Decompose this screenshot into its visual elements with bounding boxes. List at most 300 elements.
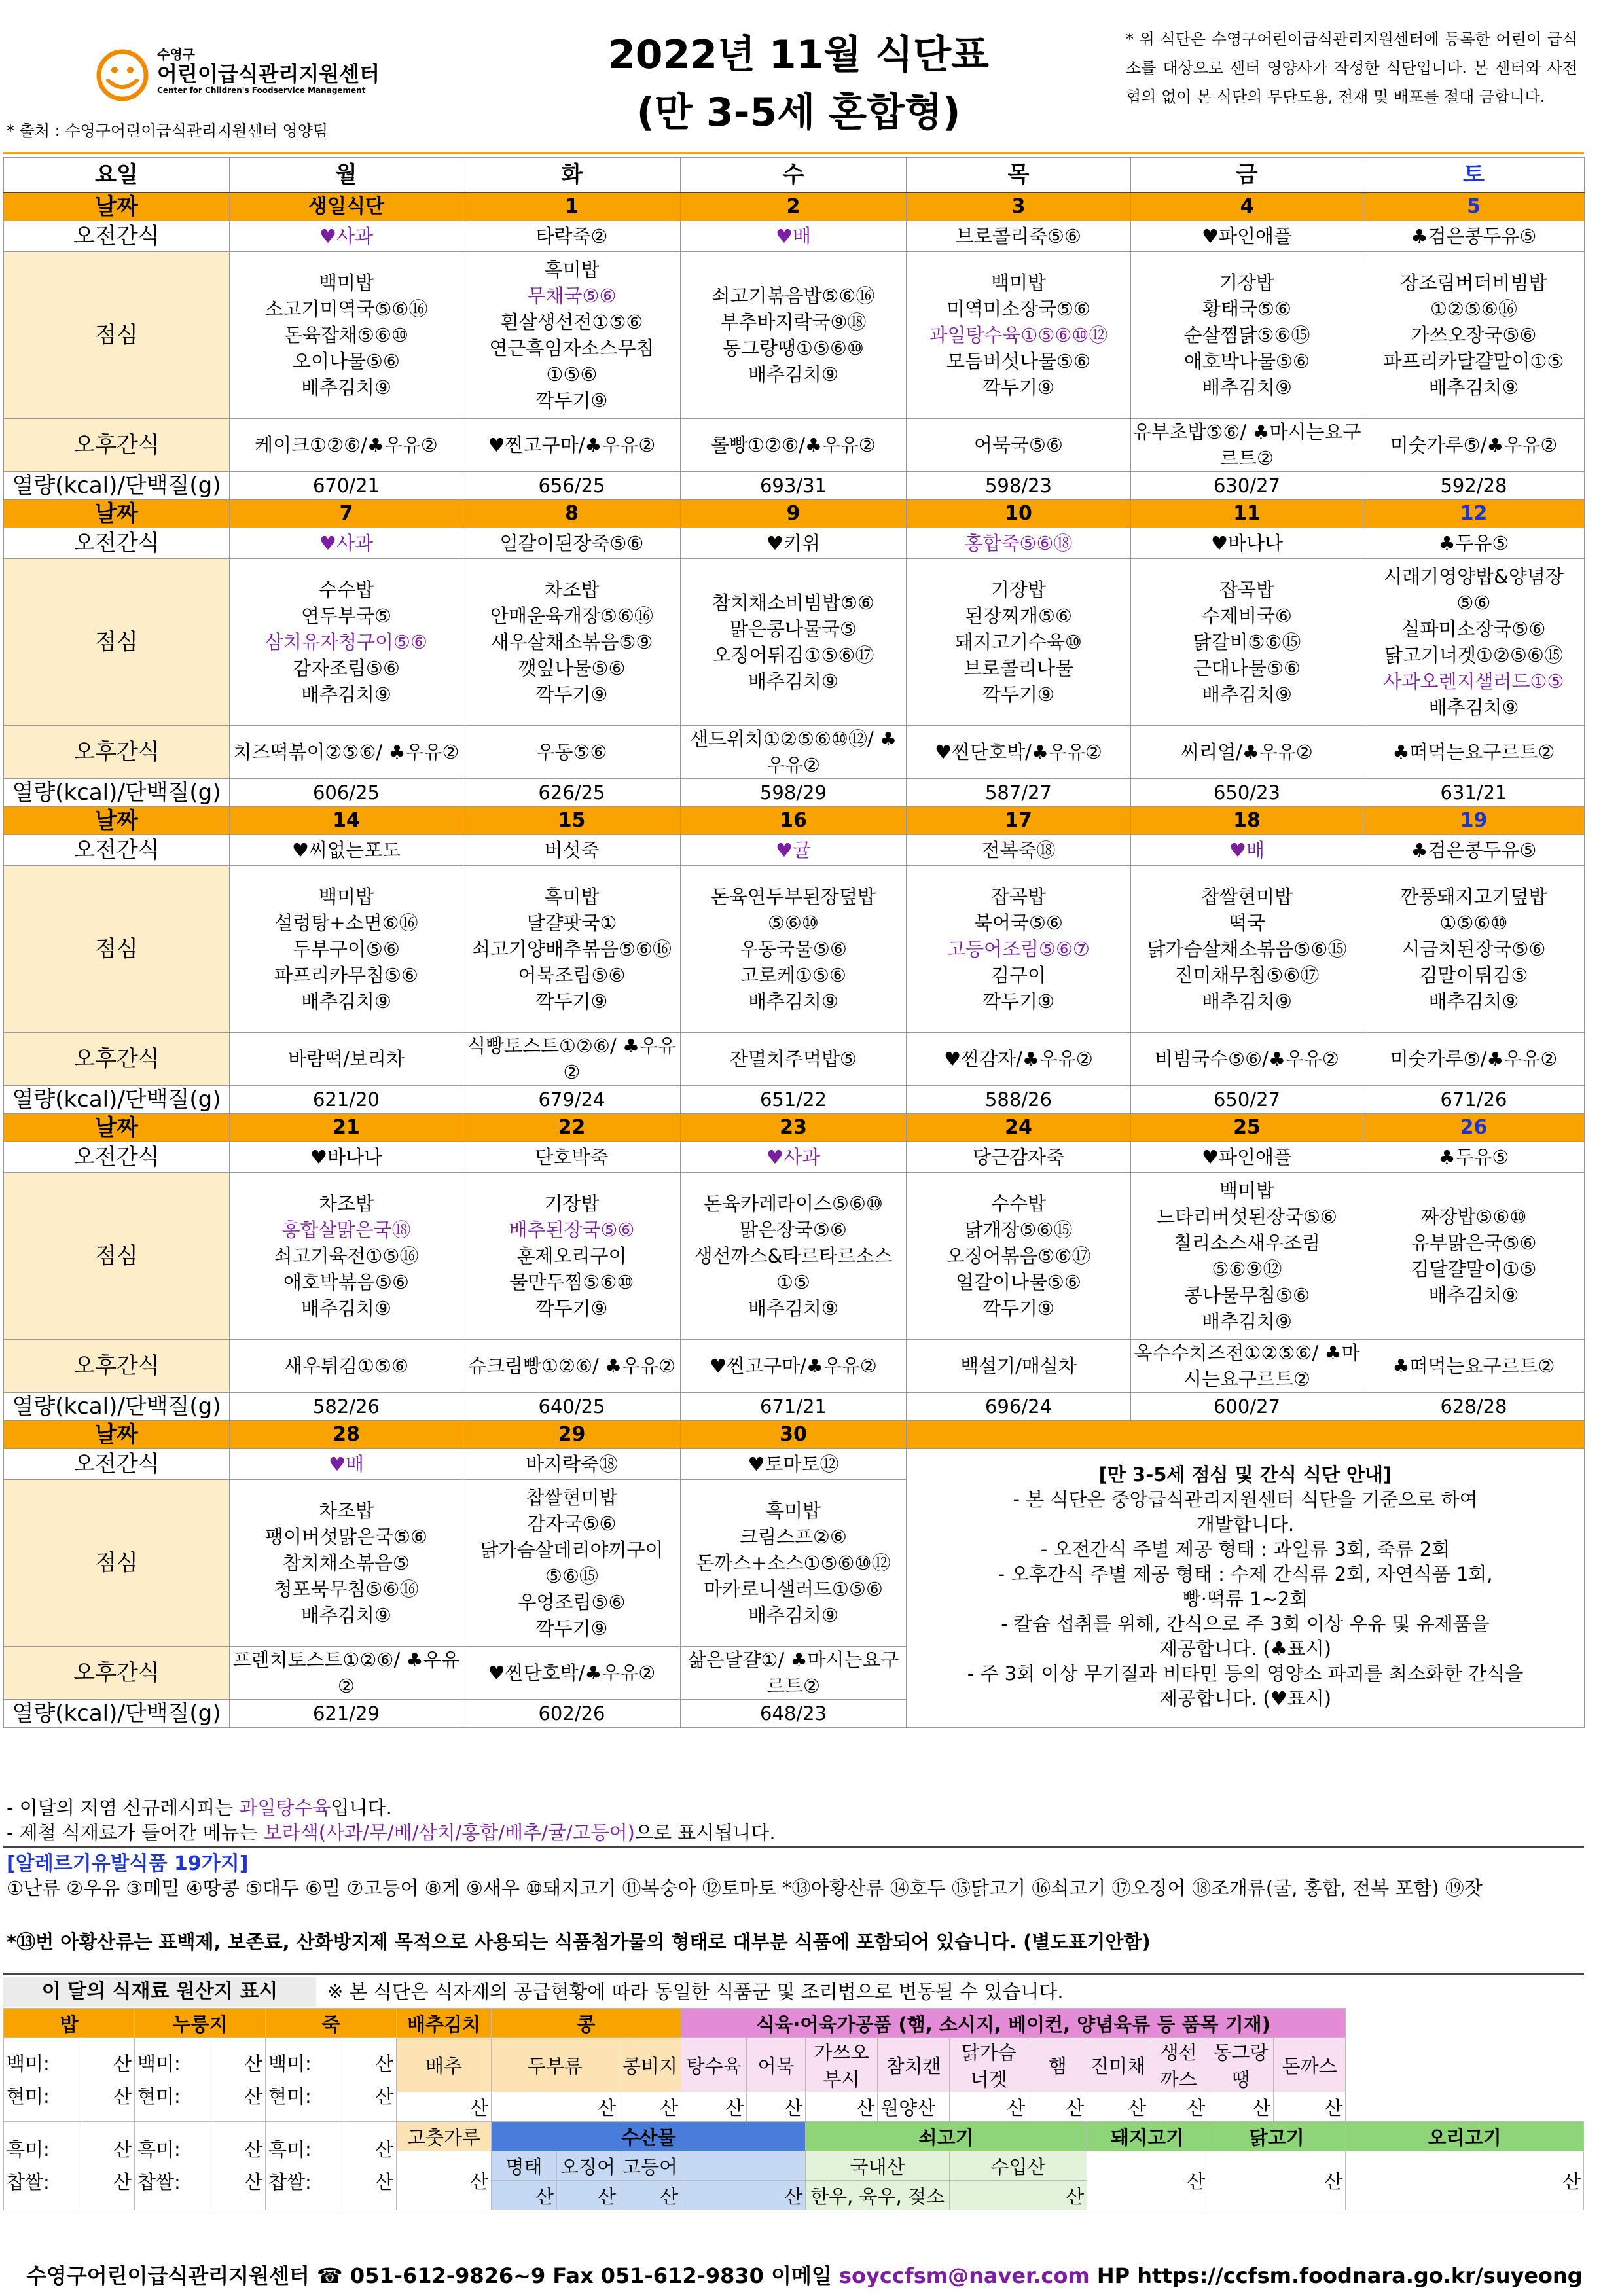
am-snack-cell: 바지락죽⑱ <box>463 1449 681 1480</box>
guide-line: 제공합니다. (♣표시) <box>1159 1638 1332 1660</box>
lunch-item: 훈제오리구이 <box>516 1245 627 1267</box>
lunch-menu <box>230 559 463 726</box>
processed-item: 돈까스 <box>1274 2038 1346 2092</box>
origin-subheader-row <box>4 2038 1584 2092</box>
pm-snack-cell: ♣떠먹는요구르트② <box>1363 726 1585 779</box>
origin-note: ※ 본 식단은 식자재의 공급현황에 따라 동일한 식품군 및 조리법으로 변동될 수 있습니다. <box>327 1981 1064 2003</box>
date-blank <box>907 1421 1585 1449</box>
date-cell: 11 <box>1131 500 1363 528</box>
kcal-cell: 621/29 <box>230 1700 463 1728</box>
kcal-label: 열량(kcal)/단백질(g) <box>4 1700 230 1728</box>
origin-duck-header: 오리고기 <box>1346 2122 1584 2151</box>
lunch-item: 흑미밥 <box>544 886 600 908</box>
pm-snack-cell: 샌드위치①②⑤⑥⑩⑫/ ♣우유② <box>681 726 907 779</box>
processed-item: 햄 <box>1028 2038 1087 2092</box>
origin-value: 산 <box>492 2092 619 2122</box>
week-4-lunch-row <box>4 1173 1585 1340</box>
week-4-pm-snack-row <box>4 1340 1585 1393</box>
lunch-item: 기장밥 <box>544 1193 600 1215</box>
week-3-pm-snack-row <box>4 1033 1585 1086</box>
header-divider <box>3 152 1584 154</box>
allergy-note: *⑬번 아황산류는 표백제, 보존료, 산화방지제 목적으로 사용되는 식품첨가물의 형태로 대부분 식품에 포함되어 있습니다. (별도표기안함) <box>7 1931 1151 1953</box>
lunch-item: 청포묵무침⑤⑥⑯ <box>274 1578 419 1600</box>
processed-item: 탕수육 <box>681 2038 747 2092</box>
am-snack-cell: 당근감자죽 <box>907 1142 1131 1173</box>
pm-snack-cell: 프렌치토스트①②⑥/ ♣우유② <box>230 1647 463 1700</box>
lunch-item: 배추김치⑨ <box>1201 376 1293 399</box>
week-2-lunch-row <box>4 559 1585 726</box>
lunch-item: 얼갈이나물⑤⑥ <box>955 1271 1082 1293</box>
pm-snack-cell: 옥수수치즈전①②⑤⑥/ ♣마시는요구르트② <box>1131 1340 1363 1393</box>
grain-name: 백미: <box>268 2052 312 2075</box>
lunch-label: 점심 <box>4 866 230 1033</box>
grain-name: 현미: <box>137 2085 181 2108</box>
origin-tofu-label: 두부류 <box>492 2038 619 2092</box>
lunch-label: 점심 <box>4 1173 230 1340</box>
pm-snack-cell: ♥찐단호박/♣우유② <box>907 726 1131 779</box>
kcal-cell: 651/22 <box>681 1086 907 1114</box>
kcal-cell: 656/25 <box>463 472 681 500</box>
logo-small: 수영구 <box>157 46 195 62</box>
lunch-item: 달걀팟국① <box>526 912 617 934</box>
fish-blank <box>681 2151 806 2181</box>
pm-snack-cell: 미숫가루⑤/♣우유② <box>1363 419 1585 472</box>
kcal-cell: 693/31 <box>681 472 907 500</box>
lunch-item: 깍두기⑨ <box>535 1617 608 1640</box>
lunch-menu <box>463 252 681 419</box>
date-cell: 14 <box>230 807 463 835</box>
lunch-menu <box>463 1480 681 1647</box>
lunch-menu <box>1131 559 1363 726</box>
origin-meat-header-row <box>4 2122 1584 2151</box>
lunch-item: 닭가슴살채소볶음⑤⑥⑮ <box>1147 938 1347 960</box>
lunch-menu <box>907 866 1131 1033</box>
am-snack-cell: ♥키위 <box>681 528 907 559</box>
date-label: 날짜 <box>4 1421 230 1449</box>
lunch-item: 배추김치⑨ <box>1201 990 1293 1013</box>
grain-name: 흑미: <box>137 2138 181 2161</box>
lunch-menu <box>681 1173 907 1340</box>
grain-origin <box>213 2038 266 2122</box>
guide-line: 빵·떡류 1~2회 <box>1182 1588 1308 1610</box>
fish-item: 오징어 <box>557 2151 619 2181</box>
processed-item: 참치캔 <box>878 2038 950 2092</box>
lunch-item: 닭가슴살데리야끼구이 <box>480 1539 664 1561</box>
pm-snack-cell: ♥찐단호박/♣우유② <box>463 1647 681 1700</box>
seasonal-note <box>7 1820 1584 1845</box>
origin-beef-header: 쇠고기 <box>806 2122 1087 2151</box>
grain-origin-value: 산 <box>244 2052 263 2075</box>
pm-snack-cell: 유부초밥⑤⑥/ ♣마시는요구르트② <box>1131 419 1363 472</box>
pm-snack-cell: 비빔국수⑤⑥/♣우유② <box>1131 1033 1363 1086</box>
fish-item: 명태 <box>492 2151 557 2181</box>
date-cell: 22 <box>463 1114 681 1142</box>
date-cell: 15 <box>463 807 681 835</box>
processed-item: 닭가슴너겟 <box>950 2038 1028 2092</box>
week-2-am-snack-row <box>4 528 1585 559</box>
lunch-item: 파프리카달걀말이①⑤ <box>1383 350 1564 372</box>
origin-okara-label: 콩비지 <box>619 2038 681 2092</box>
lunch-menu <box>230 1173 463 1340</box>
lunch-item: 부추바지락국⑨⑱ <box>720 311 867 333</box>
weekday-header-label: 요일 <box>4 158 230 193</box>
origin-header-row <box>4 2009 1584 2038</box>
low-salt-note-suffix: 입니다. <box>331 1797 392 1819</box>
am-snack-cell: ♥배 <box>681 221 907 252</box>
kcal-cell: 602/26 <box>463 1700 681 1728</box>
pm-snack-cell: ♥찐감자/♣우유② <box>907 1033 1131 1086</box>
lunch-item: 김말이튀김⑤ <box>1419 964 1528 986</box>
lunch-item: 찹쌀현미밥 <box>526 1486 618 1509</box>
pm-snack-label: 오후간식 <box>4 1033 230 1086</box>
lunch-item: 배추김치⑨ <box>1428 990 1519 1013</box>
am-snack-cell: 전복죽⑱ <box>907 835 1131 866</box>
lunch-menu <box>907 1173 1131 1340</box>
origin-bean-header: 콩 <box>492 2009 681 2038</box>
pm-snack-cell: 롤빵①②⑥/♣우유② <box>681 419 907 472</box>
title-line-2: (만 3-5세 혼합형) <box>636 90 961 135</box>
grain-origin <box>82 2122 135 2210</box>
week-2-pm-snack-row <box>4 726 1585 779</box>
am-snack-cell: ♥귤 <box>681 835 907 866</box>
date-cell: 30 <box>681 1421 907 1449</box>
lunch-item: 물만두찜⑤⑥⑩ <box>509 1271 634 1293</box>
guide-line: - 칼슘 섭취를 위해, 간식으로 주 3회 이상 우유 및 유제품을 <box>1001 1613 1490 1635</box>
lunch-item: 오이나물⑤⑥ <box>292 350 401 372</box>
lunch-item: 흰살생선전①⑤⑥ <box>500 311 643 333</box>
weekday-header: 목 <box>907 158 1131 193</box>
am-snack-cell: ♥파인애플 <box>1131 1142 1363 1173</box>
lunch-menu <box>230 1480 463 1647</box>
origin-title: 이 달의 식재료 원산지 표시 <box>3 1977 316 2007</box>
origin-nurungji-header: 누룽지 <box>135 2009 266 2038</box>
am-snack-cell: ♥사과 <box>230 528 463 559</box>
lunch-item: 깍두기⑨ <box>535 683 608 706</box>
kcal-cell: 600/27 <box>1131 1393 1363 1421</box>
week-4-am-snack-row <box>4 1142 1585 1173</box>
lunch-item: 파프리카무침⑤⑥ <box>274 964 419 986</box>
footer-fax: Fax 051-612-9830 <box>552 2263 764 2288</box>
grain-origin <box>344 2122 397 2210</box>
lunch-item: 설렁탕+소면⑥⑯ <box>274 912 418 934</box>
lunch-item: ①⑤⑥⑩ <box>1439 912 1508 934</box>
lunch-item: 삼치유자청구이⑤⑥ <box>264 631 428 653</box>
lunch-item: 깍두기⑨ <box>535 389 608 412</box>
lunch-item: 깻잎나물⑤⑥ <box>518 657 626 679</box>
week-2-date-row <box>4 500 1585 528</box>
lunch-item: 새우살채소볶음⑤⑨ <box>490 631 653 653</box>
lunch-item: ①②⑤⑥⑯ <box>1430 298 1517 320</box>
date-cell: 21 <box>230 1114 463 1142</box>
lunch-menu <box>1363 559 1585 726</box>
date-cell: 28 <box>230 1421 463 1449</box>
lunch-item: 애호박볶음⑤⑥ <box>283 1271 410 1293</box>
lunch-item: 쇠고기볶음밥⑤⑥⑯ <box>711 285 875 307</box>
am-snack-cell: ♥배 <box>230 1449 463 1480</box>
grain-origin-value: 산 <box>375 2138 394 2161</box>
origin-pork-header: 돼지고기 <box>1087 2122 1208 2151</box>
kcal-cell: 626/25 <box>463 779 681 807</box>
lunch-menu <box>230 866 463 1033</box>
footer-email[interactable]: soyccfsm@naver.com <box>838 2263 1090 2288</box>
processed-item: 생선까스 <box>1149 2038 1208 2092</box>
date-cell: 24 <box>907 1114 1131 1142</box>
lunch-item: 수제비국⑥ <box>1201 605 1293 627</box>
week-5-am-snack-row <box>4 1449 1585 1480</box>
lunch-menu <box>463 866 681 1033</box>
lunch-item: 차조밥 <box>318 1499 374 1522</box>
date-cell: 25 <box>1131 1114 1363 1142</box>
lunch-item: 백미밥 <box>1219 1179 1275 1202</box>
date-cell: 23 <box>681 1114 907 1142</box>
lunch-item: ⑤⑥ <box>1456 592 1491 614</box>
lunch-item: 동그랑땡①⑤⑥⑩ <box>722 337 865 359</box>
lunch-item: 흑미밥 <box>544 259 600 281</box>
date-cell: 17 <box>907 807 1131 835</box>
grain-origin-value: 산 <box>113 2085 132 2108</box>
logo-name: 어린이급식관리지원센터 <box>157 62 380 86</box>
lunch-item: 맑은장국⑤⑥ <box>739 1219 848 1241</box>
origin-value: 산 <box>557 2181 619 2210</box>
grain-origin-value: 산 <box>113 2138 132 2161</box>
menu-notes <box>7 1795 1584 1845</box>
date-cell: 26 <box>1363 1114 1585 1142</box>
lunch-item: 고로케①⑤⑥ <box>740 964 847 986</box>
date-label: 날짜 <box>4 807 230 835</box>
lunch-menu <box>907 559 1131 726</box>
am-snack-cell: ♣두유⑤ <box>1363 528 1585 559</box>
am-snack-cell: 버섯죽 <box>463 835 681 866</box>
lunch-item: 찹쌀현미밥 <box>1200 886 1293 908</box>
weekday-header-row <box>4 158 1585 193</box>
date-cell: 4 <box>1131 192 1363 221</box>
grain-origin-value: 산 <box>113 2171 132 2193</box>
am-snack-cell: ♥바나나 <box>1131 528 1363 559</box>
pm-snack-cell: 삶은달걀①/ ♣마시는요구르트② <box>681 1647 907 1700</box>
lunch-item: 배추김치⑨ <box>1428 696 1519 719</box>
am-snack-label: 오전간식 <box>4 835 230 866</box>
lunch-item: 닭갈비⑤⑥⑮ <box>1193 631 1301 653</box>
lunch-item: 깍두기⑨ <box>982 1297 1055 1319</box>
lunch-item: 소고기미역국⑤⑥⑯ <box>264 298 428 320</box>
origin-value: 산 <box>681 2181 806 2210</box>
am-snack-cell: ♥토마토⑫ <box>681 1449 907 1480</box>
lunch-item: 잡곡밥 <box>1219 579 1275 601</box>
am-snack-cell: ♥바나나 <box>230 1142 463 1173</box>
lunch-menu <box>1363 1173 1585 1340</box>
processed-item: 진미채 <box>1087 2038 1149 2092</box>
lunch-item: 콩나물무침⑤⑥ <box>1183 1284 1310 1306</box>
origin-processed-header: 식육·어육가공품 (햄, 소시지, 베이컨, 양념육류 등 품목 기재) <box>681 2009 1346 2038</box>
lunch-item: 김달걀말이①⑤ <box>1411 1258 1537 1280</box>
low-salt-note-prefix: - 이달의 저염 신규레시피는 <box>7 1797 240 1819</box>
lunch-item: 배추김치⑨ <box>300 683 392 706</box>
week-1-lunch-row <box>4 252 1585 419</box>
am-snack-cell: 얼갈이된장죽⑤⑥ <box>463 528 681 559</box>
date-cell: 5 <box>1363 192 1585 221</box>
lunch-label: 점심 <box>4 252 230 419</box>
header <box>0 0 1620 151</box>
pm-snack-cell: ♣떠먹는요구르트② <box>1363 1340 1585 1393</box>
week-3-kcal-row <box>4 1086 1585 1114</box>
lunch-item: 짜장밥⑤⑥⑩ <box>1420 1206 1527 1228</box>
lunch-item: 차조밥 <box>318 1193 374 1215</box>
lunch-item: ⑤⑥⑮ <box>545 1565 598 1587</box>
origin-value: 산 <box>806 2092 878 2122</box>
lunch-item: 브로콜리나물 <box>963 657 1074 679</box>
lunch-item: 배추김치⑨ <box>747 670 839 692</box>
allergy-title: [알레르기유발식품 19가지] <box>7 1852 249 1875</box>
lunch-item: 돈육잡채⑤⑥⑩ <box>283 324 409 346</box>
lunch-menu <box>1131 1173 1363 1340</box>
grain-name: 찹쌀: <box>137 2171 181 2193</box>
lunch-item: 애호박나물⑤⑥ <box>1183 350 1310 372</box>
origin-rice-header: 밥 <box>4 2009 135 2038</box>
weekday-header: 토 <box>1363 158 1585 193</box>
lunch-item: 수수밥 <box>318 579 374 601</box>
lunch-item: 쇠고기양배추볶음⑤⑥⑯ <box>471 938 672 960</box>
grain-origin-value: 산 <box>244 2138 263 2161</box>
lunch-item: 깍두기⑨ <box>535 1297 608 1319</box>
lunch-item: 오징어볶음⑤⑥⑰ <box>946 1245 1091 1267</box>
kcal-cell: 679/24 <box>463 1086 681 1114</box>
lunch-item: 된장찌개⑤⑥ <box>964 605 1073 627</box>
grain-label <box>4 2038 82 2122</box>
lunch-item: 배추김치⑨ <box>300 1297 392 1319</box>
origin-value: 산 <box>1274 2092 1346 2122</box>
kcal-cell: 630/27 <box>1131 472 1363 500</box>
pm-snack-cell: 어묵국⑤⑥ <box>907 419 1131 472</box>
lunch-item: 배추김치⑨ <box>300 990 392 1013</box>
date-cell: 9 <box>681 500 907 528</box>
origin-value-won: 원양산 <box>878 2092 950 2122</box>
week-3-date-row <box>4 807 1585 835</box>
grain-name: 찹쌀: <box>7 2171 50 2193</box>
lunch-item: 닭개장⑤⑥⑮ <box>964 1219 1073 1241</box>
origin-value: 산 <box>747 2092 806 2122</box>
grain-name: 백미: <box>7 2052 50 2075</box>
lunch-item: 깍두기⑨ <box>982 990 1055 1013</box>
kcal-cell: 588/26 <box>907 1086 1131 1114</box>
lunch-menu <box>1363 866 1585 1033</box>
lunch-item: 우동국물⑤⑥ <box>739 938 848 960</box>
lunch-item: 팽이버섯맑은국⑤⑥ <box>264 1526 428 1548</box>
lunch-item: 돈육카레라이스⑤⑥⑩ <box>703 1193 884 1215</box>
kcal-cell: 582/26 <box>230 1393 463 1421</box>
date-cell: 7 <box>230 500 463 528</box>
lunch-menu <box>1131 866 1363 1033</box>
origin-value: 산 <box>681 2092 747 2122</box>
guide-line: 제공합니다. (♥표시) <box>1159 1687 1332 1710</box>
pm-snack-cell: 우동⑤⑥ <box>463 726 681 779</box>
kcal-label: 열량(kcal)/단백질(g) <box>4 779 230 807</box>
pm-snack-cell: 잔멸치주먹밥⑤ <box>681 1033 907 1086</box>
lunch-item: 깍두기⑨ <box>535 990 608 1013</box>
lunch-item: ①⑤⑥ <box>546 363 598 386</box>
grain-name: 흑미: <box>268 2138 312 2161</box>
date-cell: 12 <box>1363 500 1585 528</box>
pm-snack-cell: 치즈떡볶이②⑤⑥/ ♣우유② <box>230 726 463 779</box>
pm-snack-label: 오후간식 <box>4 1647 230 1700</box>
week-4-date-row <box>4 1114 1585 1142</box>
beef-domestic-items: 한우, 육우, 젖소 <box>806 2181 950 2210</box>
beef-domestic-label: 국내산 <box>806 2151 950 2181</box>
lunch-item: 북어국⑤⑥ <box>973 912 1064 934</box>
lunch-item: 기장밥 <box>990 579 1047 601</box>
grain-label <box>266 2122 344 2210</box>
week-3-lunch-row <box>4 866 1585 1033</box>
lunch-item: 김구이 <box>990 964 1047 986</box>
grain-origin-value: 산 <box>244 2171 263 2193</box>
grain-label <box>135 2122 213 2210</box>
pm-snack-label: 오후간식 <box>4 1340 230 1393</box>
am-snack-cell: 브로콜리죽⑤⑥ <box>907 221 1131 252</box>
date-cell: 29 <box>463 1421 681 1449</box>
origin-value: 산 <box>1208 2092 1274 2122</box>
am-snack-label: 오전간식 <box>4 1449 230 1480</box>
seasonal-items: 보라색(사과/무/배/삼치/홍합/배추/귤/고등어) <box>263 1821 635 1844</box>
lunch-item: 우엉조림⑤⑥ <box>518 1591 626 1613</box>
menu-table-body <box>4 158 1585 1728</box>
weekday-header: 금 <box>1131 158 1363 193</box>
lunch-menu <box>463 1173 681 1340</box>
grain-origin-value: 산 <box>244 2085 263 2108</box>
processed-item: 어묵 <box>747 2038 806 2092</box>
lunch-item: 사과오렌지샐러드①⑤ <box>1383 670 1564 692</box>
lunch-item: 미역미소장국⑤⑥ <box>946 298 1091 320</box>
am-snack-cell: ♥파인애플 <box>1131 221 1363 252</box>
origin-value: 산 <box>397 2092 492 2122</box>
lunch-item: 가쓰오장국⑤⑥ <box>1411 324 1537 346</box>
origin-value: 산 <box>619 2092 681 2122</box>
lunch-label: 점심 <box>4 559 230 726</box>
am-snack-cell: ♥사과 <box>681 1142 907 1173</box>
guide-line: - 오후간식 주별 제공 형태 : 수제 간식류 2회, 자연식품 1회, <box>998 1563 1493 1585</box>
date-cell: 2 <box>681 192 907 221</box>
origin-chicken-header: 닭고기 <box>1208 2122 1346 2151</box>
kcal-cell: 670/21 <box>230 472 463 500</box>
kcal-label: 열량(kcal)/단백질(g) <box>4 1393 230 1421</box>
kcal-cell: 598/29 <box>681 779 907 807</box>
lunch-item: 돈까스+소스①⑤⑥⑩⑫ <box>696 1552 891 1574</box>
footer-homepage[interactable]: HP https://ccfsm.foodnara.go.kr/suyeong <box>1096 2263 1583 2288</box>
lunch-item: 참치채소비빔밥⑤⑥ <box>711 592 875 614</box>
lunch-item: 배추김치⑨ <box>747 1297 839 1319</box>
date-cell: 16 <box>681 807 907 835</box>
logo-text <box>157 47 380 96</box>
origin-divider <box>3 1973 1584 1975</box>
date-label: 날짜 <box>4 192 230 221</box>
lunch-item: 무채국⑤⑥ <box>527 285 617 307</box>
grain-name: 백미: <box>137 2052 181 2075</box>
lunch-item: 차조밥 <box>544 579 600 601</box>
lunch-item: 백미밥 <box>318 272 374 294</box>
am-snack-cell: 타락죽② <box>463 221 681 252</box>
grain-label <box>4 2122 82 2210</box>
lunch-item: 배추김치⑨ <box>1428 376 1519 399</box>
grain-name: 현미: <box>268 2085 312 2108</box>
grain-origin-value: 산 <box>375 2171 394 2193</box>
lunch-item: 안매운육개장⑤⑥⑯ <box>490 605 654 627</box>
date-label: 날짜 <box>4 500 230 528</box>
grain-origin-value: 산 <box>375 2085 394 2108</box>
kcal-cell: 650/23 <box>1131 779 1363 807</box>
grain-origin <box>344 2038 397 2122</box>
weekday-header: 화 <box>463 158 681 193</box>
lunch-item: 감자국⑤⑥ <box>527 1513 617 1535</box>
lunch-item: 배추김치⑨ <box>1201 683 1293 706</box>
kcal-label: 열량(kcal)/단백질(g) <box>4 472 230 500</box>
